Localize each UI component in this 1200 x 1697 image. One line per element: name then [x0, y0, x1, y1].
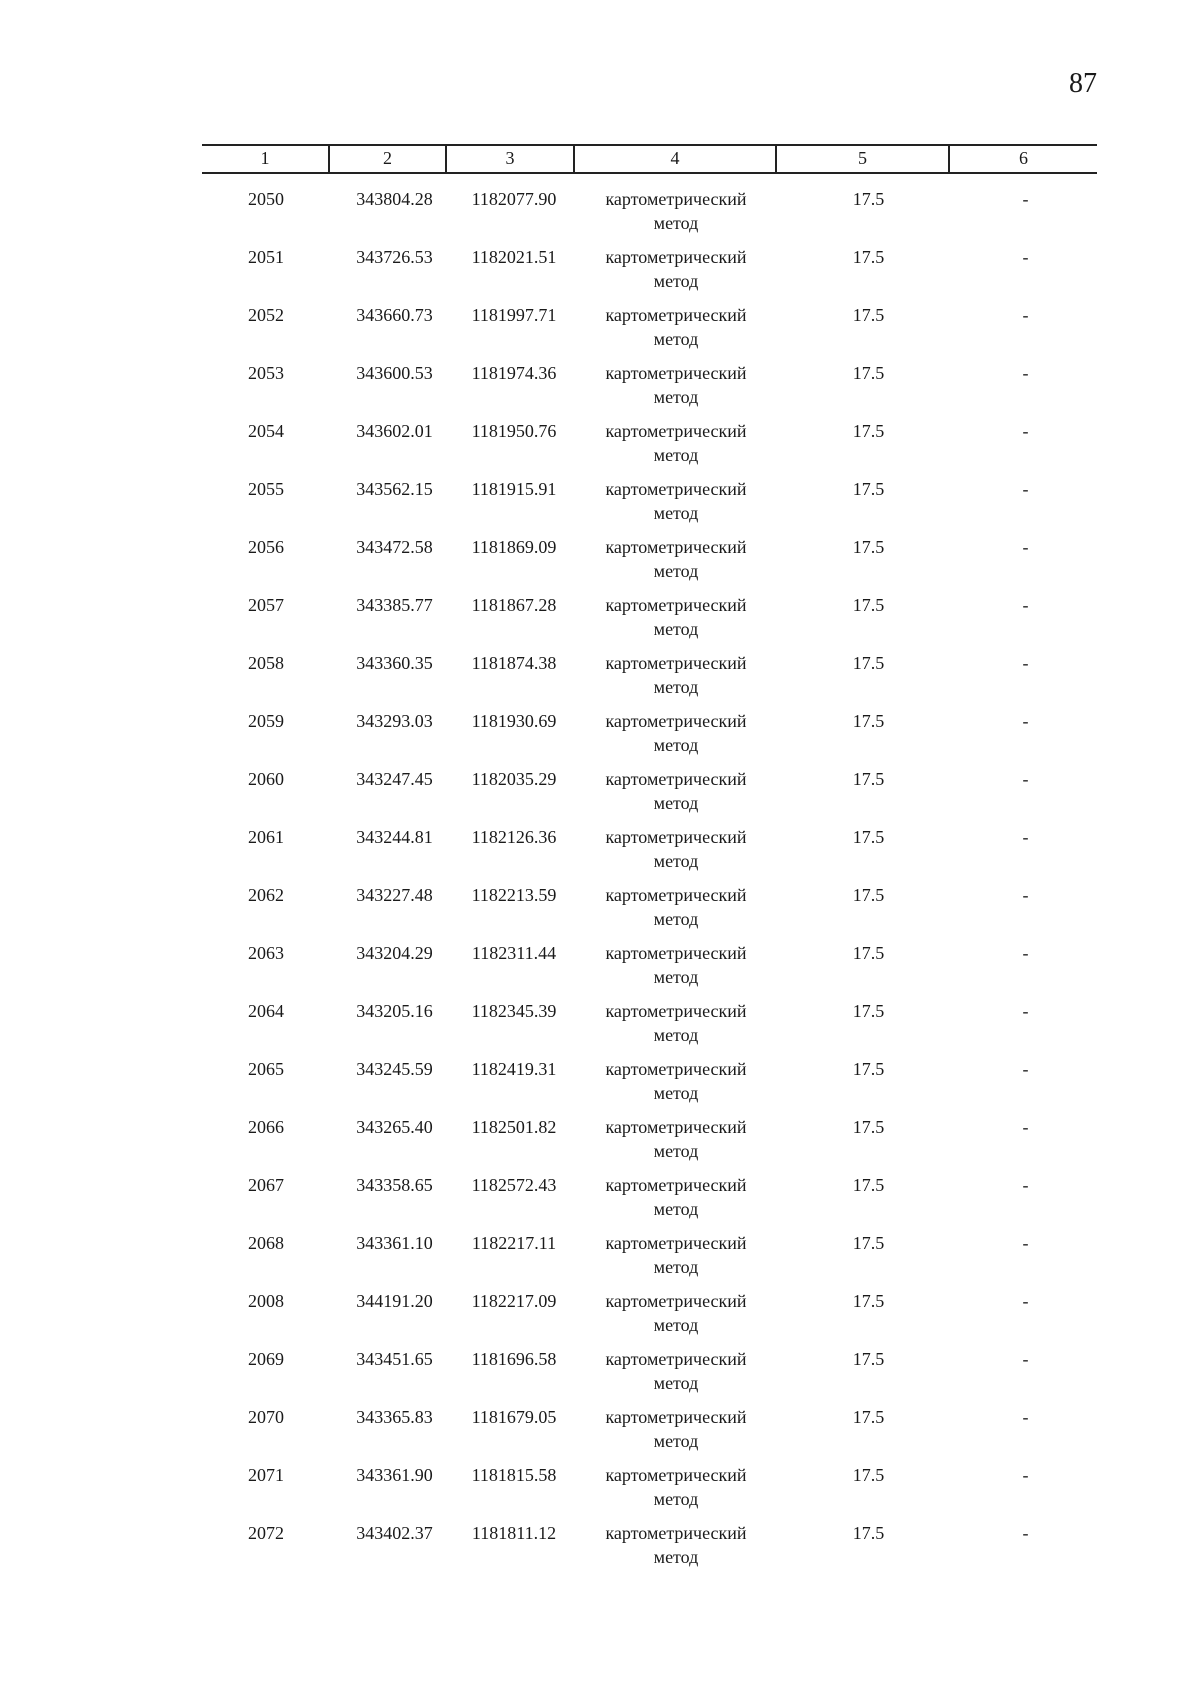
accuracy: 17.5	[852, 1117, 885, 1137]
method-line-2: метод	[653, 1083, 699, 1103]
method-line-2: метод	[653, 329, 699, 349]
coordinate-y: 1182126.36	[471, 827, 557, 847]
note: -	[1022, 1291, 1029, 1311]
note: -	[1022, 537, 1029, 557]
table-body	[202, 187, 1097, 1579]
method-line-1: картометрический	[605, 1175, 747, 1195]
accuracy: 17.5	[852, 1349, 885, 1369]
method-line-2: метод	[653, 213, 699, 233]
table-row	[202, 883, 1097, 941]
coordinate-y: 1182345.39	[471, 1001, 557, 1021]
coordinate-y: 1182572.43	[471, 1175, 557, 1195]
method-line-2: метод	[653, 503, 699, 523]
accuracy: 17.5	[852, 1291, 885, 1311]
table-row	[202, 1115, 1097, 1173]
point-number: 2062	[248, 885, 284, 905]
accuracy: 17.5	[852, 1465, 885, 1485]
method	[575, 941, 777, 999]
point-number: 2070	[248, 1407, 284, 1427]
coordinate-x: 343360.35	[356, 653, 433, 673]
coordinate-x: 343265.40	[356, 1117, 433, 1137]
coordinate-x: 343205.16	[356, 1001, 433, 1021]
method-line-1: картометрический	[605, 653, 747, 673]
coordinate-x: 343602.01	[356, 421, 433, 441]
method-line-1: картометрический	[605, 1407, 747, 1427]
accuracy: 17.5	[852, 769, 885, 789]
note: -	[1022, 1001, 1029, 1021]
method-line-2: метод	[653, 1373, 699, 1393]
method-line-1: картометрический	[605, 827, 747, 847]
method-line-2: метод	[653, 967, 699, 987]
method-line-2: метод	[653, 909, 699, 929]
coordinate-y: 1181997.71	[471, 305, 557, 325]
coordinate-x: 343600.53	[356, 363, 433, 383]
method	[575, 1405, 777, 1463]
accuracy: 17.5	[852, 1523, 885, 1543]
method-line-1: картометрический	[605, 711, 747, 731]
method	[575, 651, 777, 709]
method-line-1: картометрический	[605, 1349, 747, 1369]
table-row	[202, 535, 1097, 593]
coordinate-x: 343227.48	[356, 885, 433, 905]
header-col-3: 3	[447, 146, 575, 172]
accuracy: 17.5	[852, 363, 885, 383]
method-line-1: картометрический	[605, 769, 747, 789]
table-header	[202, 144, 1097, 174]
table-row	[202, 1289, 1097, 1347]
point-number: 2066	[248, 1117, 284, 1137]
accuracy: 17.5	[852, 247, 885, 267]
coordinate-x: 343204.29	[356, 943, 433, 963]
coordinate-y: 1181696.58	[471, 1349, 557, 1369]
method	[575, 187, 777, 245]
note: -	[1022, 247, 1029, 267]
coordinate-x: 343385.77	[356, 595, 433, 615]
accuracy: 17.5	[852, 885, 885, 905]
accuracy: 17.5	[852, 653, 885, 673]
method-line-1: картометрический	[605, 363, 747, 383]
header-col-4: 4	[575, 146, 777, 172]
method	[575, 1173, 777, 1231]
table-row	[202, 1405, 1097, 1463]
accuracy: 17.5	[852, 479, 885, 499]
method-line-1: картометрический	[605, 189, 747, 209]
note: -	[1022, 479, 1029, 499]
method-line-2: метод	[653, 387, 699, 407]
point-number: 2055	[248, 479, 284, 499]
accuracy: 17.5	[852, 943, 885, 963]
table-row	[202, 1521, 1097, 1579]
note: -	[1022, 1523, 1029, 1543]
method-line-2: метод	[653, 271, 699, 291]
point-number: 2065	[248, 1059, 284, 1079]
table-row	[202, 1347, 1097, 1405]
accuracy: 17.5	[852, 305, 885, 325]
method	[575, 419, 777, 477]
coordinate-y: 1181869.09	[471, 537, 557, 557]
coordinate-y: 1182035.29	[471, 769, 557, 789]
table-row	[202, 1463, 1097, 1521]
table-row	[202, 1173, 1097, 1231]
accuracy: 17.5	[852, 421, 885, 441]
method	[575, 361, 777, 419]
header-col-5: 5	[777, 146, 950, 172]
accuracy: 17.5	[852, 711, 885, 731]
coordinate-x: 343804.28	[356, 189, 433, 209]
method-line-2: метод	[653, 1025, 699, 1045]
table-row	[202, 477, 1097, 535]
method	[575, 1057, 777, 1115]
coordinate-y: 1181867.28	[471, 595, 557, 615]
coordinate-y: 1181815.58	[471, 1465, 557, 1485]
table-row	[202, 419, 1097, 477]
note: -	[1022, 711, 1029, 731]
coordinate-y: 1182213.59	[471, 885, 557, 905]
method	[575, 825, 777, 883]
method-line-2: метод	[653, 1199, 699, 1219]
header-col-2: 2	[330, 146, 447, 172]
method-line-1: картометрический	[605, 885, 747, 905]
method-line-1: картометрический	[605, 1523, 747, 1543]
coordinate-x: 343358.65	[356, 1175, 433, 1195]
method-line-2: метод	[653, 445, 699, 465]
note: -	[1022, 1059, 1029, 1079]
method	[575, 999, 777, 1057]
method	[575, 593, 777, 651]
note: -	[1022, 363, 1029, 383]
note: -	[1022, 1117, 1029, 1137]
method-line-2: метод	[653, 561, 699, 581]
table-row	[202, 767, 1097, 825]
coordinate-y: 1181679.05	[471, 1407, 557, 1427]
method-line-2: метод	[653, 1489, 699, 1509]
point-number: 2053	[248, 363, 284, 383]
accuracy: 17.5	[852, 189, 885, 209]
accuracy: 17.5	[852, 1001, 885, 1021]
point-number: 2051	[248, 247, 284, 267]
method-line-2: метод	[653, 1315, 699, 1335]
method-line-2: метод	[653, 1431, 699, 1451]
method-line-1: картометрический	[605, 537, 747, 557]
point-number: 2061	[248, 827, 284, 847]
method	[575, 1521, 777, 1579]
method	[575, 245, 777, 303]
coordinate-y: 1181974.36	[471, 363, 557, 383]
point-number: 2050	[248, 189, 284, 209]
coordinate-x: 343361.10	[356, 1233, 433, 1253]
note: -	[1022, 421, 1029, 441]
coordinate-x: 343245.59	[356, 1059, 433, 1079]
coordinate-x: 343293.03	[356, 711, 433, 731]
accuracy: 17.5	[852, 1407, 885, 1427]
coordinate-x: 343660.73	[356, 305, 433, 325]
method-line-2: метод	[653, 735, 699, 755]
table-row	[202, 709, 1097, 767]
coordinate-y: 1182419.31	[471, 1059, 557, 1079]
coordinate-y: 1181811.12	[471, 1523, 557, 1543]
table-row	[202, 303, 1097, 361]
method	[575, 1115, 777, 1173]
table-row	[202, 1057, 1097, 1115]
method-line-1: картометрический	[605, 1233, 747, 1253]
coordinate-y: 1181915.91	[471, 479, 557, 499]
coordinate-x: 343244.81	[356, 827, 433, 847]
method-line-1: картометрический	[605, 1117, 747, 1137]
coordinate-y: 1182021.51	[471, 247, 557, 267]
accuracy: 17.5	[852, 537, 885, 557]
coordinate-x: 343361.90	[356, 1465, 433, 1485]
method-line-1: картометрический	[605, 305, 747, 325]
coordinate-y: 1182077.90	[471, 189, 557, 209]
table-row	[202, 999, 1097, 1057]
point-number: 2069	[248, 1349, 284, 1369]
point-number: 2052	[248, 305, 284, 325]
method-line-2: метод	[653, 851, 699, 871]
coordinate-y: 1182217.11	[471, 1233, 557, 1253]
coordinate-x: 343365.83	[356, 1407, 433, 1427]
method	[575, 1231, 777, 1289]
coordinate-y: 1181950.76	[471, 421, 557, 441]
note: -	[1022, 1465, 1029, 1485]
point-number: 2059	[248, 711, 284, 731]
point-number: 2071	[248, 1465, 284, 1485]
header-col-6: 6	[1019, 148, 1028, 168]
method	[575, 1289, 777, 1347]
point-number: 2068	[248, 1233, 284, 1253]
method-line-1: картометрический	[605, 1465, 747, 1485]
coordinate-y: 1181930.69	[471, 711, 557, 731]
method	[575, 709, 777, 767]
method-line-1: картометрический	[605, 1059, 747, 1079]
coordinate-x: 343247.45	[356, 769, 433, 789]
note: -	[1022, 653, 1029, 673]
table-row	[202, 593, 1097, 651]
note: -	[1022, 885, 1029, 905]
method-line-1: картометрический	[605, 595, 747, 615]
table-row	[202, 187, 1097, 245]
table-row	[202, 941, 1097, 999]
table-row	[202, 245, 1097, 303]
table-row	[202, 1231, 1097, 1289]
coordinate-x: 343726.53	[356, 247, 433, 267]
method-line-2: метод	[653, 619, 699, 639]
point-number: 2058	[248, 653, 284, 673]
method-line-1: картометрический	[605, 479, 747, 499]
note: -	[1022, 1407, 1029, 1427]
point-number: 2060	[248, 769, 284, 789]
page-number: 87	[1069, 68, 1097, 99]
method-line-1: картометрический	[605, 1001, 747, 1021]
method-line-1: картометрический	[605, 421, 747, 441]
method-line-2: метод	[653, 793, 699, 813]
method	[575, 1347, 777, 1405]
note: -	[1022, 769, 1029, 789]
table-row	[202, 825, 1097, 883]
point-number: 2057	[248, 595, 284, 615]
coordinate-x: 343402.37	[356, 1523, 433, 1543]
coordinate-y: 1182311.44	[471, 943, 557, 963]
accuracy: 17.5	[852, 595, 885, 615]
accuracy: 17.5	[852, 827, 885, 847]
coordinate-x: 343472.58	[356, 537, 433, 557]
table-row	[202, 361, 1097, 419]
method	[575, 477, 777, 535]
note: -	[1022, 189, 1029, 209]
coordinate-y: 1182501.82	[471, 1117, 557, 1137]
method-line-2: метод	[653, 1547, 699, 1567]
note: -	[1022, 827, 1029, 847]
note: -	[1022, 943, 1029, 963]
coordinate-y: 1181874.38	[471, 653, 557, 673]
note: -	[1022, 1175, 1029, 1195]
method	[575, 535, 777, 593]
method-line-2: метод	[653, 1141, 699, 1161]
coordinate-x: 343451.65	[356, 1349, 433, 1369]
point-number: 2056	[248, 537, 284, 557]
method-line-1: картометрический	[605, 943, 747, 963]
method-line-1: картометрический	[605, 247, 747, 267]
note: -	[1022, 595, 1029, 615]
note: -	[1022, 1349, 1029, 1369]
accuracy: 17.5	[852, 1233, 885, 1253]
method	[575, 767, 777, 825]
point-number: 2063	[248, 943, 284, 963]
method-line-1: картометрический	[605, 1291, 747, 1311]
note: -	[1022, 1233, 1029, 1253]
coordinate-x: 343562.15	[356, 479, 433, 499]
point-number: 2054	[248, 421, 284, 441]
accuracy: 17.5	[852, 1175, 885, 1195]
method	[575, 1463, 777, 1521]
method-line-2: метод	[653, 1257, 699, 1277]
point-number: 2072	[248, 1523, 284, 1543]
method	[575, 303, 777, 361]
point-number: 2008	[248, 1291, 284, 1311]
header-col-1: 1	[202, 146, 330, 172]
point-number: 2067	[248, 1175, 284, 1195]
note: -	[1022, 305, 1029, 325]
method	[575, 883, 777, 941]
coordinate-x: 344191.20	[356, 1291, 433, 1311]
accuracy: 17.5	[852, 1059, 885, 1079]
table-row	[202, 651, 1097, 709]
method-line-2: метод	[653, 677, 699, 697]
coordinate-y: 1182217.09	[471, 1291, 557, 1311]
point-number: 2064	[248, 1001, 284, 1021]
